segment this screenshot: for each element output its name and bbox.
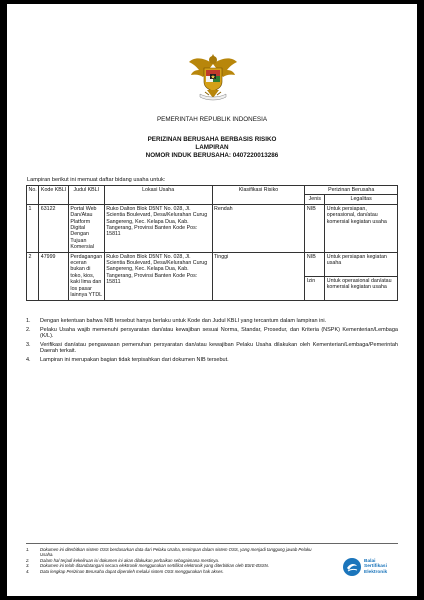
footnote-number: 1. — [26, 547, 30, 552]
footnote-number: 4. — [26, 568, 30, 574]
footnote-text: Data lengkap Perizinan Berusaha dapat diperoleh melalui sistem OSS menggunakan hak akses. — [40, 568, 224, 574]
bsre-text — [364, 559, 387, 575]
header-government: PEMERINTAH REPUBLIK INDONESIA — [156, 116, 268, 123]
cell-lokasi: Ruko Dalton Blok D5NT No. 028, Jl. Scientia Boulevard, Desa/Kelurahan Curug Sangereng, Kec. Kelapa Dua, Kab. Tangerang, Provinsi Banten Kode Pos: 15811 — [104, 204, 212, 252]
table-row — [27, 252, 398, 276]
header-lampiran: LAMPIRAN — [195, 144, 229, 151]
cell-legalitas: Untuk persiapan, operasional, dan/atau komersial kegiatan usaha — [325, 204, 398, 252]
cell-jenis: NIB — [305, 252, 325, 276]
note-text: Pelaku Usaha wajib memenuhi persyaratan dan/atau kewajiban sesuai Norma, Standar, Prosedur, dan Kriteria (NSPK) Kementerian/Lembaga (K/L). — [40, 326, 398, 340]
cell-legalitas: Untuk operasional dan/atau komersial kegiatan usaha — [325, 276, 398, 300]
cell-no: 1 — [27, 204, 39, 252]
cell-klasifikasi: Tinggi — [212, 252, 305, 300]
bsre-seal-icon — [342, 557, 362, 577]
note-number: 3. — [26, 341, 31, 348]
footnote-item — [26, 547, 326, 558]
cell-judul: Perdagangan eceran bukan di toko, kios, kaki lima dan los pasar lainnya YTDL — [70, 253, 103, 299]
cell-jenis: NIB — [305, 204, 325, 252]
note-text: Lampiran ini merupakan bagian tidak terpisahkan dari dokumen NIB tersebut. — [40, 356, 229, 363]
cell-lokasi: Ruko Dalton Blok D5NT No. 028, Jl. Scientia Boulevard, Desa/Kelurahan Curug Sangereng, Kec. Kelapa Dua, Kab. Tangerang, Provinsi Banten Kode Pos: 15811 — [104, 252, 212, 300]
footnote-number: 2. — [26, 557, 30, 563]
footnote-text: Dokumen ini telah ditandatangani secara elektronik menggunakan sertifikat elektronik yang diterbitkan oleh BSrE-BSSN. — [40, 563, 270, 569]
bsre-logo — [342, 557, 387, 577]
cell-jenis: Izin — [305, 276, 325, 300]
note-item — [26, 327, 398, 340]
note-item — [26, 342, 398, 355]
intro-text: Lampiran berikut ini memuat daftar bidang usaha untuk: — [27, 177, 166, 183]
bsre-line1: Balai — [364, 558, 376, 564]
col-header-perizinan: Perizinan Berusaha — [305, 186, 398, 195]
bsre-line3: Elektronik — [364, 569, 388, 575]
footnote-item — [26, 569, 326, 574]
col-header-judul: Judul KBLI — [68, 186, 104, 205]
cell-klasifikasi: Rendah — [212, 204, 305, 252]
cell-kode: 63122 — [39, 204, 69, 252]
footnote-text: Dokumen ini diterbitkan sistem OSS berdasarkan data dari Pelaku Usaha, tersimpan dalam sistem OSS, yang menjadi tanggung jawab Pelaku Usaha. — [40, 547, 312, 558]
cell-judul: Portal Web Dan/Atau Platform Digital Dengan Tujuan Komersial — [68, 204, 104, 252]
cell-kode: 47999 — [39, 252, 69, 300]
col-header-jenis: Jenis — [305, 195, 325, 204]
note-item — [26, 357, 398, 364]
col-header-lokasi: Lokasi Usaha — [104, 186, 212, 205]
note-text: Verifikasi dan/atau pengawasan pemenuhan persyaratan dan/atau kewajiban Pelaku Usaha dilakukan oleh Kementerian/Lembaga/Pemerintah Daerah terkait. — [40, 341, 398, 355]
col-header-no: No. — [27, 186, 39, 205]
note-text: Dengan ketentuan bahwa NIB tersebut hanya berlaku untuk Kode dan Judul KBLI yang tercantum dalam lampiran ini. — [40, 318, 327, 324]
note-number: 2. — [26, 326, 31, 333]
cell-no: 2 — [27, 252, 39, 300]
garuda-emblem-icon — [187, 52, 239, 102]
col-header-kode: Kode KBLI — [39, 186, 69, 205]
table-row — [27, 204, 398, 252]
table-header-row — [27, 186, 398, 195]
cell-legalitas: Untuk persiapan kegiatan usaha — [325, 252, 398, 276]
header-title: PERIZINAN BERUSAHA BERBASIS RISIKO — [147, 136, 277, 143]
note-number: 1. — [26, 318, 31, 324]
col-header-legalitas: Legalitas — [325, 195, 398, 204]
col-header-klasifikasi: Klasifikasi Risiko — [212, 186, 305, 205]
note-number: 4. — [26, 356, 31, 363]
bsre-line2: Sertifikasi — [364, 564, 387, 570]
footnote-text: Dalam hal terjadi kekeliruan isi dokumen ini akan dilakukan perbaikan sebagaimana mestinya. — [40, 557, 220, 563]
footnote-number: 3. — [26, 563, 30, 569]
notes-list — [26, 318, 398, 366]
note-item — [26, 318, 398, 325]
header-nib: NOMOR INDUK BERUSAHA: 0407220013286 — [145, 152, 279, 159]
kbli-table — [26, 185, 398, 301]
